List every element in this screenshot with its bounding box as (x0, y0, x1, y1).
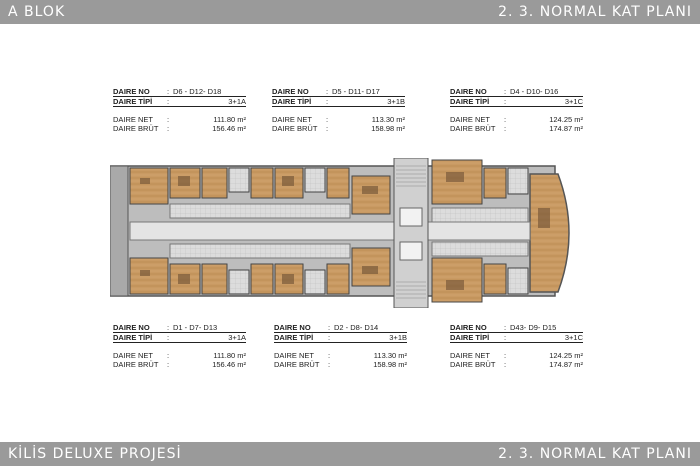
daire-tipi-value: 3+1C (564, 97, 583, 106)
daire-no-label: DAIRE NO (450, 87, 487, 96)
spec-block-top-1 (113, 87, 246, 133)
spec-block-top-3 (450, 87, 583, 133)
daire-tipi-label: DAIRE TİPİ (450, 333, 490, 342)
daire-tipi-value: 3+1B (389, 333, 407, 342)
daire-tipi-row (274, 333, 407, 343)
sep: : (166, 333, 170, 342)
daire-no-row (272, 87, 405, 97)
sep: : (325, 97, 329, 106)
daire-brut-label: DAIRE BRÜT (450, 124, 496, 133)
sep: : (166, 323, 170, 332)
daire-net-row (113, 115, 246, 124)
daire-no-row (274, 323, 407, 333)
daire-net-value: 113.30 m² (373, 351, 407, 360)
daire-brut-value: 158.98 m² (373, 360, 407, 369)
daire-no-value: D43- D9- D15 (510, 323, 557, 332)
daire-tipi-value: 3+1A (228, 97, 246, 106)
block-title: A BLOK (8, 4, 66, 20)
sep: : (166, 97, 170, 106)
daire-no-row (450, 87, 583, 97)
daire-net-label: DAIRE NET (113, 351, 154, 360)
spec-block-bottom-2 (274, 323, 407, 369)
daire-net-row (450, 115, 583, 124)
sep: : (503, 124, 507, 133)
daire-no-value: D4 - D10- D16 (510, 87, 559, 96)
daire-net-label: DAIRE NET (450, 351, 491, 360)
daire-brut-value: 174.87 m² (549, 124, 583, 133)
daire-net-value: 113.30 m² (371, 115, 405, 124)
sep: : (327, 333, 331, 342)
daire-net-label: DAIRE NET (113, 115, 154, 124)
daire-no-value: D2 - D8- D14 (334, 323, 379, 332)
floor-plan-title: 2. 3. NORMAL KAT PLANI (498, 4, 692, 20)
daire-no-value: D6 - D12- D18 (173, 87, 222, 96)
daire-tipi-row (272, 97, 405, 107)
daire-brut-label: DAIRE BRÜT (274, 360, 320, 369)
daire-net-value: 111.80 m² (213, 351, 246, 360)
daire-net-value: 124.25 m² (549, 351, 583, 360)
daire-brut-value: 174.87 m² (549, 360, 583, 369)
spec-block-bottom-3 (450, 323, 583, 369)
spec-block-bottom-1 (113, 323, 246, 369)
sep: : (325, 115, 329, 124)
daire-net-value: 124.25 m² (549, 115, 583, 124)
daire-brut-label: DAIRE BRÜT (113, 360, 159, 369)
daire-net-row (113, 351, 246, 360)
sep: : (327, 323, 331, 332)
daire-no-label: DAIRE NO (113, 87, 150, 96)
sep: : (327, 360, 331, 369)
daire-brut-row (113, 360, 246, 369)
sep: : (166, 360, 170, 369)
sep: : (503, 333, 507, 342)
daire-tipi-label: DAIRE TİPİ (450, 97, 490, 106)
sep: : (166, 124, 170, 133)
daire-tipi-value: 3+1C (564, 333, 583, 342)
daire-brut-label: DAIRE BRÜT (272, 124, 318, 133)
daire-brut-row (272, 124, 405, 133)
daire-no-label: DAIRE NO (113, 323, 150, 332)
sep: : (503, 351, 507, 360)
sep: : (325, 124, 329, 133)
daire-brut-row (450, 124, 583, 133)
daire-brut-row (450, 360, 583, 369)
daire-no-row (450, 323, 583, 333)
daire-brut-row (274, 360, 407, 369)
daire-tipi-value: 3+1A (228, 333, 246, 342)
daire-brut-row (113, 124, 246, 133)
daire-no-value: D5 - D11- D17 (332, 87, 380, 96)
daire-net-label: DAIRE NET (272, 115, 313, 124)
daire-net-label: DAIRE NET (450, 115, 491, 124)
daire-no-label: DAIRE NO (272, 87, 309, 96)
daire-no-label: DAIRE NO (450, 323, 487, 332)
floor-plan-title-footer: 2. 3. NORMAL KAT PLANI (498, 446, 692, 462)
sep: : (503, 360, 507, 369)
daire-tipi-row (113, 97, 246, 107)
daire-net-row (274, 351, 407, 360)
daire-tipi-value: 3+1B (387, 97, 405, 106)
sep: : (503, 87, 507, 96)
project-title: KİLİS DELUXE PROJESİ (8, 446, 182, 462)
sep: : (503, 115, 507, 124)
daire-tipi-label: DAIRE TİPİ (274, 333, 314, 342)
spec-block-top-2 (272, 87, 405, 133)
sep: : (325, 87, 329, 96)
daire-brut-label: DAIRE BRÜT (113, 124, 159, 133)
daire-no-row (113, 87, 246, 97)
sep: : (166, 87, 170, 96)
daire-brut-label: DAIRE BRÜT (450, 360, 496, 369)
daire-tipi-label: DAIRE TİPİ (113, 97, 153, 106)
sep: : (327, 351, 331, 360)
daire-tipi-row (450, 97, 583, 107)
daire-net-row (272, 115, 405, 124)
daire-net-row (450, 351, 583, 360)
floor-plan-drawing (110, 158, 590, 308)
daire-brut-value: 156.46 m² (212, 124, 246, 133)
daire-no-row (113, 323, 246, 333)
daire-net-value: 111.80 m² (213, 115, 246, 124)
daire-no-label: DAIRE NO (274, 323, 311, 332)
daire-tipi-label: DAIRE TİPİ (113, 333, 153, 342)
daire-brut-value: 158.98 m² (371, 124, 405, 133)
sep: : (503, 323, 507, 332)
daire-tipi-row (450, 333, 583, 343)
daire-brut-value: 156.46 m² (212, 360, 246, 369)
sep: : (166, 351, 170, 360)
header-bar (0, 0, 700, 24)
sep: : (166, 115, 170, 124)
daire-net-label: DAIRE NET (274, 351, 315, 360)
daire-tipi-row (113, 333, 246, 343)
daire-tipi-label: DAIRE TİPİ (272, 97, 312, 106)
footer-bar (0, 442, 700, 466)
sep: : (503, 97, 507, 106)
daire-no-value: D1 - D7- D13 (173, 323, 218, 332)
